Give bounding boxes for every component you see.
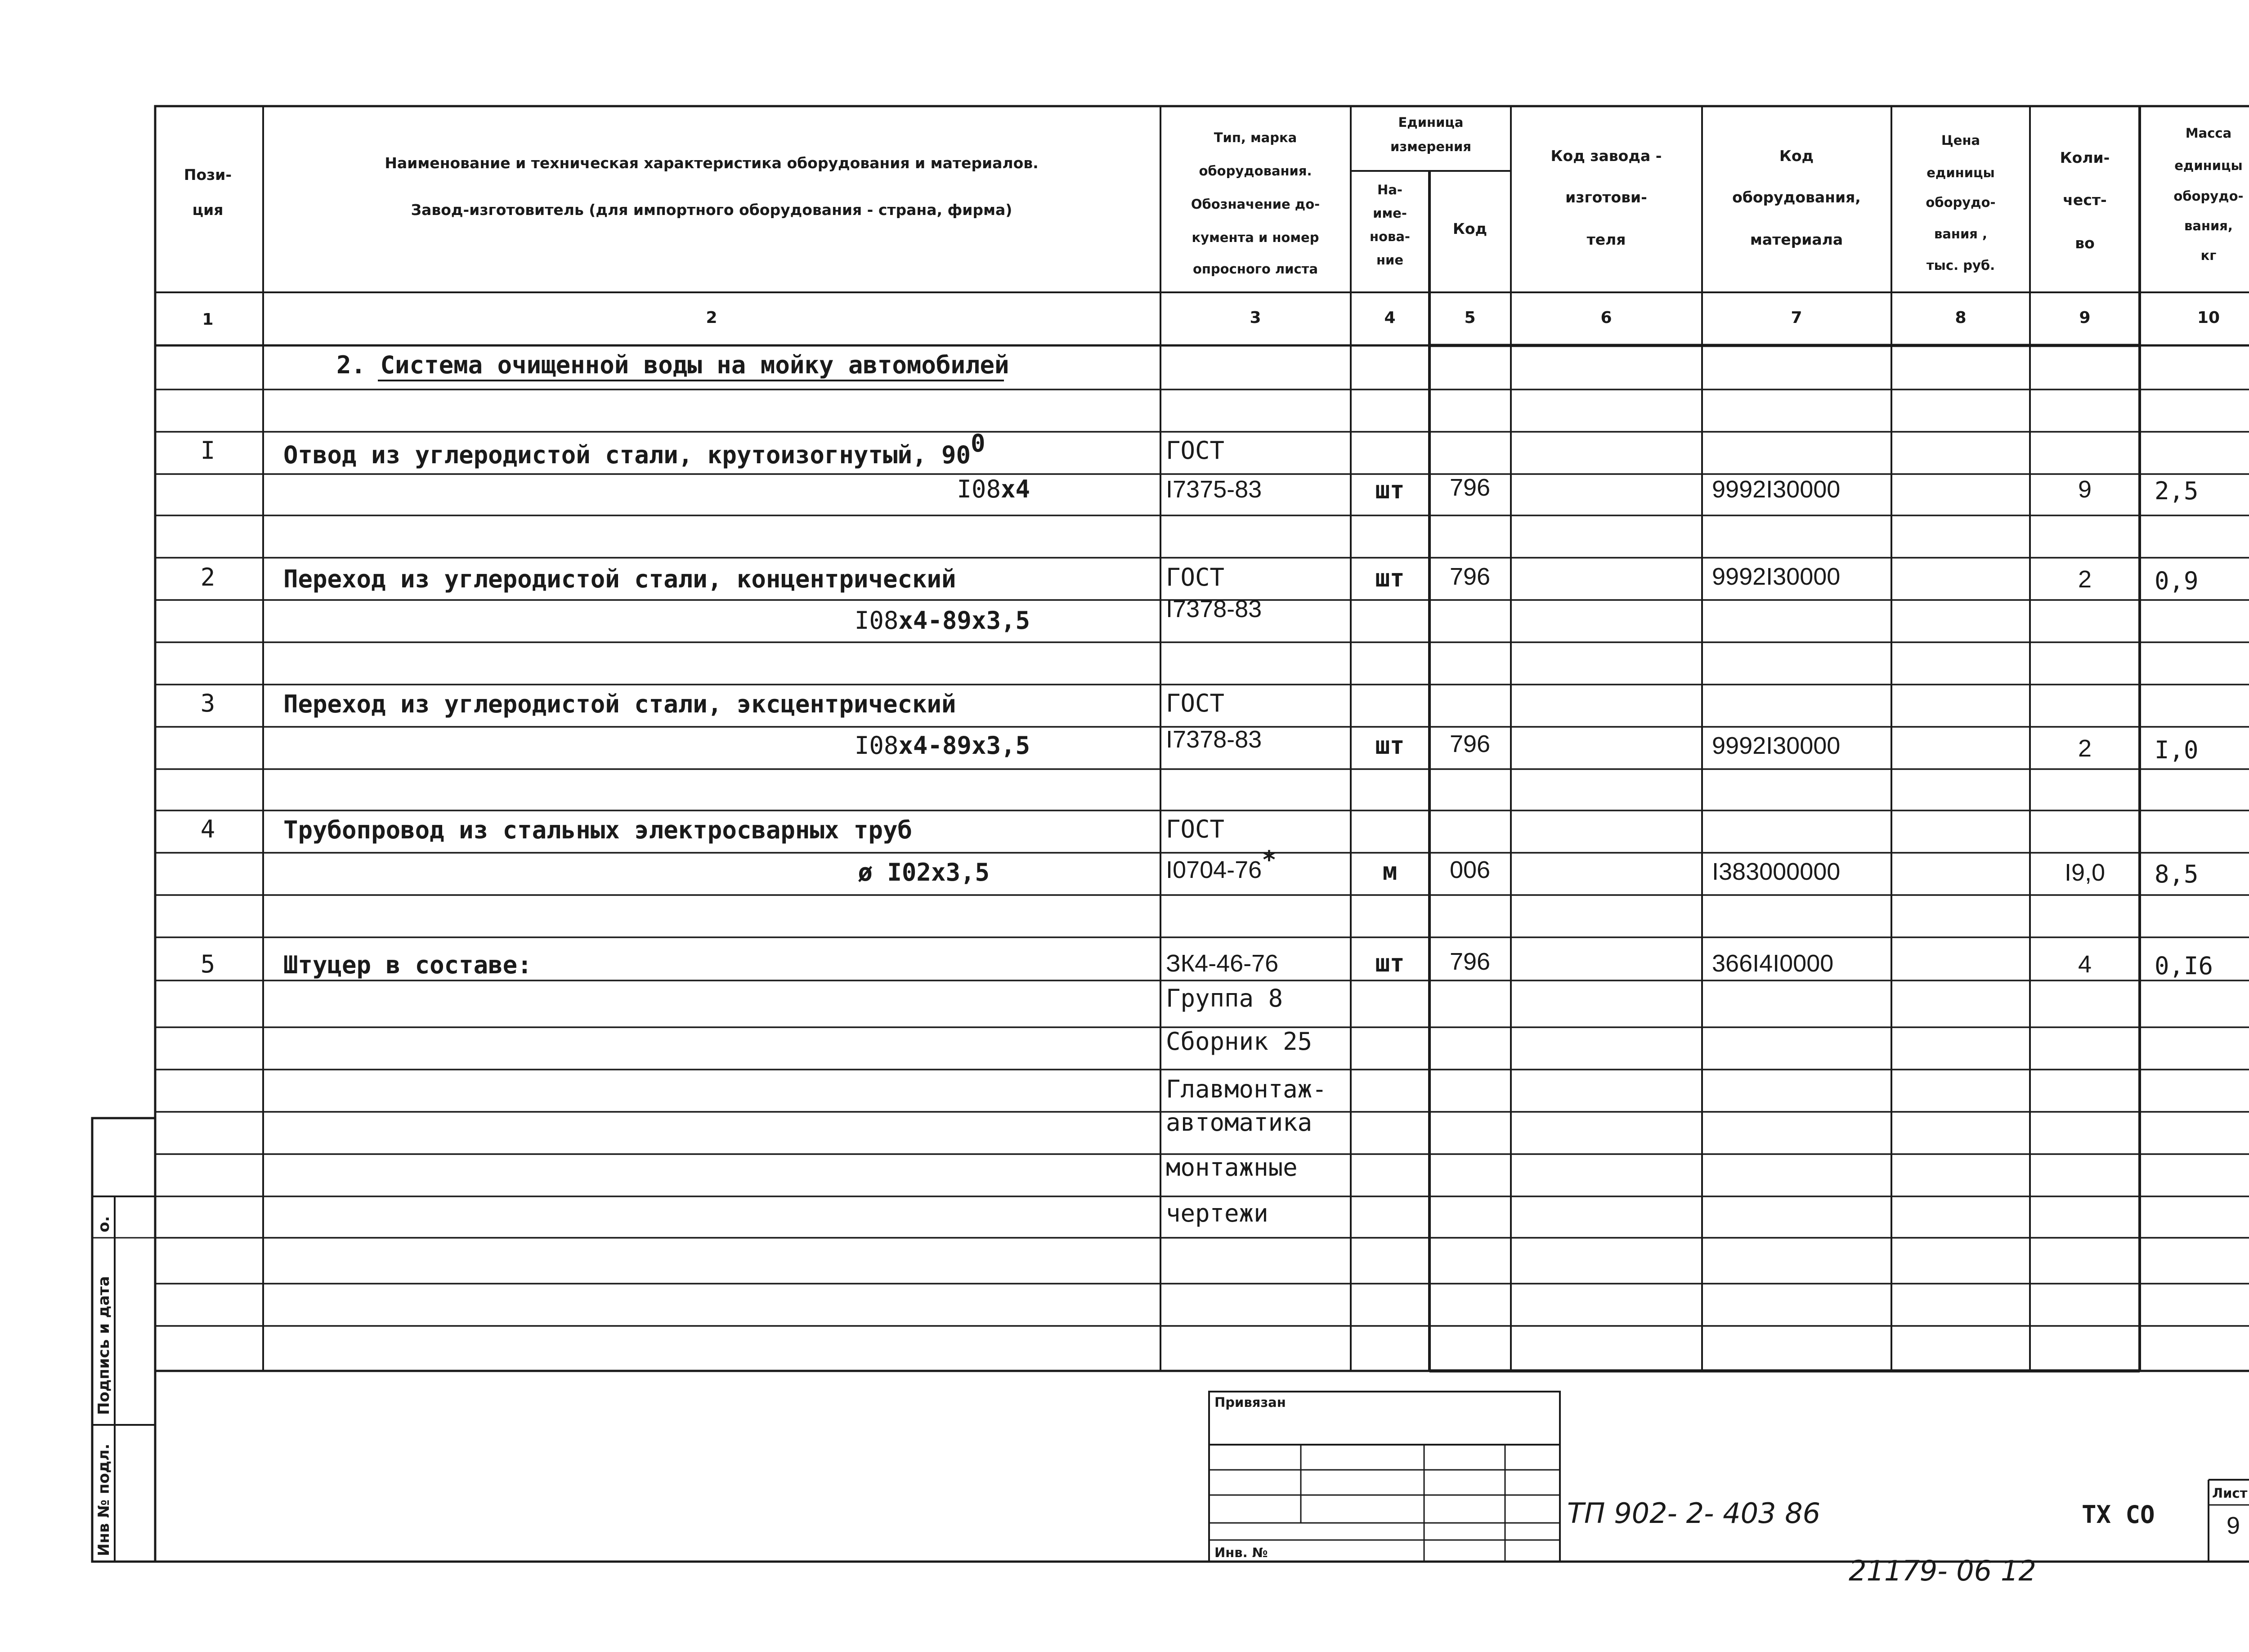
col-number-4: 4: [1384, 309, 1396, 327]
item-1-code: 9992I30000: [1712, 476, 1841, 503]
item-3-pos: 3: [200, 689, 215, 717]
item-5-std-extra-2: Сборник 25: [1166, 1027, 1313, 1056]
header-unit-code: Код: [1452, 220, 1487, 237]
item-5-name: Штуцер в составе:: [283, 951, 532, 979]
header-factory-1: Код завода -: [1550, 147, 1662, 165]
title-block: [155, 1371, 2249, 1562]
item-3-unit: шт: [1375, 731, 1405, 760]
header-type-2: оборудования.: [1199, 163, 1312, 179]
item-5-pos: 5: [200, 950, 215, 978]
col-number-5: 5: [1464, 309, 1476, 327]
bottom-code: 21179- 06 12: [1849, 1554, 2036, 1587]
item-4-pos: 4: [200, 815, 215, 843]
item-5-mass: 0,I6: [2155, 952, 2213, 980]
header-qty-3: во: [2075, 234, 2095, 252]
item-3-qty: 2: [2078, 735, 2092, 762]
item-4-name: Трубопровод из стальных электросварных труб: [283, 816, 912, 844]
header-mass-3: оборудо-: [2173, 188, 2244, 204]
header-equip-code-2: оборудования,: [1732, 188, 1861, 206]
item-5-std-extra-4: автоматика: [1166, 1108, 1313, 1137]
item-1-unit: шт: [1375, 476, 1405, 504]
item-5-std: ЗК4-46-76: [1166, 950, 1279, 977]
item-1-size: I08x4: [957, 475, 1030, 503]
header-unit-name-2: име-: [1373, 206, 1407, 221]
col-number-6: 6: [1600, 309, 1612, 327]
col-number-1: 1: [202, 310, 214, 329]
item-1-mass: 2,5: [2155, 477, 2199, 505]
header-mass-1: Масса: [2185, 125, 2232, 141]
item-2-pos: 2: [200, 563, 215, 591]
item-3-size: I08x4-89x3,5: [854, 731, 1030, 760]
col-number-3: 3: [1250, 309, 1261, 327]
item-3-std: ГОСТ: [1166, 689, 1225, 717]
header-qty-2: чест-: [2063, 191, 2107, 209]
item-2-std-num: I7378-83: [1166, 595, 1262, 622]
header-mass-5: кг: [2200, 248, 2217, 263]
item-4-unit: м: [1382, 857, 1398, 886]
item-4-std: ГОСТ: [1166, 815, 1225, 843]
header-unit-1: Единица: [1398, 115, 1464, 130]
item-5-qty: 4: [2078, 951, 2092, 978]
item-4-std-num: I0704-76*: [1166, 846, 1277, 883]
item-2-code: 9992I30000: [1712, 563, 1841, 590]
col-number-10: 10: [2197, 309, 2220, 327]
item-3-unit-code: 796: [1449, 730, 1491, 757]
stamp-sheet-label: Лист: [2212, 1486, 2248, 1501]
item-5-std-extra-3: Главмонтаж-: [1166, 1075, 1327, 1103]
item-3-code: 9992I30000: [1712, 732, 1841, 759]
header-unit-2: измерения: [1390, 139, 1471, 154]
item-1-qty: 9: [2078, 476, 2092, 503]
item-1-pos: I: [200, 436, 215, 465]
header-name-2: Завод-изготовитель (для импортного оборудования - страна, фирма): [411, 201, 1012, 219]
table-row-item-2: [201, 563, 2199, 635]
table-row-item-1: [201, 429, 2199, 505]
header-mass-2: единицы: [2174, 158, 2243, 173]
item-5-code: 366I4I0000: [1712, 950, 1834, 977]
header-unit-name-1: На-: [1377, 182, 1402, 197]
side-stamp-inv-orig: Инв № подл.: [95, 1443, 113, 1556]
item-5-unit: шт: [1375, 949, 1405, 977]
item-1-std: ГОСТ: [1166, 436, 1225, 465]
item-2-unit-code: 796: [1449, 563, 1491, 590]
col-number-9: 9: [2079, 309, 2091, 327]
item-4-size: ø I02x3,5: [858, 858, 990, 886]
item-2-size: I08x4-89x3,5: [854, 606, 1030, 635]
item-4-unit-code: 006: [1449, 856, 1491, 883]
item-3-mass: I,0: [2155, 736, 2199, 764]
header-pos-1: Пози-: [184, 166, 232, 184]
table-body: [201, 351, 2213, 1227]
header-qty-1: Коли-: [2060, 149, 2110, 166]
item-2-mass: 0,9: [2155, 567, 2199, 595]
col-number-2: 2: [706, 309, 717, 327]
stamp-bound-label: Привязан: [1214, 1395, 1286, 1410]
item-5-std-extra-5: монтажные: [1166, 1153, 1298, 1182]
header-price-1: Цена: [1941, 133, 1980, 148]
stamp-sheet-number: 9: [2226, 1512, 2240, 1539]
item-3-name: Переход из углеродистой стали, эксцентрический: [283, 690, 956, 718]
item-1-name: Отвод из углеродистой стали, крутоизогнутый, 900: [283, 429, 986, 469]
item-2-std: ГОСТ: [1166, 563, 1225, 591]
header-type-5: опросного листа: [1192, 261, 1318, 277]
item-2-qty: 2: [2078, 566, 2092, 593]
col-number-7: 7: [1791, 309, 1802, 327]
header-price-5: тыс. руб.: [1926, 258, 1995, 273]
header-equip-code-1: Код: [1779, 147, 1814, 165]
header-pos-2: ция: [192, 201, 224, 219]
item-3-std-num: I7378-83: [1166, 726, 1262, 753]
item-1-unit-code: 796: [1449, 474, 1491, 501]
col-number-8: 8: [1955, 309, 1967, 327]
stamp-inv-label: Инв. №: [1214, 1545, 1268, 1560]
item-5-std-extra-6: чертежи: [1166, 1199, 1268, 1227]
item-4-qty: I9,0: [2064, 859, 2106, 886]
stamp-sheet-type: ТХ СО: [2082, 1500, 2155, 1529]
item-4-code: I383000000: [1712, 858, 1841, 885]
header-type-3: Обозначение до-: [1191, 197, 1320, 212]
item-5-unit-code: 796: [1449, 948, 1491, 975]
header-price-2: единицы: [1926, 165, 1995, 180]
header-type-1: Тип, марка: [1214, 130, 1297, 145]
item-1-std-num: I7375-83: [1166, 476, 1262, 503]
table-row-item-5: [201, 948, 2213, 1227]
header-factory-2: изготови-: [1565, 188, 1647, 206]
header-unit-name-4: ние: [1376, 252, 1404, 268]
header-factory-3: теля: [1586, 231, 1626, 248]
table-header: [184, 115, 2244, 329]
side-stamp-extra: о.: [95, 1216, 113, 1232]
header-name-1: Наименование и техническая характеристика оборудования и материалов.: [385, 154, 1039, 172]
header-mass-4: вания,: [2184, 218, 2233, 233]
header-equip-code-3: материала: [1750, 231, 1843, 248]
item-2-unit: шт: [1375, 564, 1405, 592]
side-stamp-sign-date: Подпись и дата: [95, 1276, 113, 1415]
section-title: 2. Система очищенной воды на мойку автомобилей: [336, 351, 1009, 379]
header-type-4: кумента и номер: [1192, 230, 1319, 245]
item-5-std-extra-1: Группа 8: [1166, 984, 1283, 1012]
stamp-doc-code: ТП 902- 2- 403 86: [1567, 1497, 1821, 1530]
table-row-item-4: [201, 815, 2199, 888]
header-unit-name-3: нова-: [1370, 229, 1410, 244]
item-4-mass: 8,5: [2155, 860, 2199, 888]
item-2-name: Переход из углеродистой стали, концентрический: [283, 565, 956, 593]
header-price-3: оборудо-: [1926, 195, 1996, 210]
header-price-4: вания ,: [1934, 226, 1988, 242]
